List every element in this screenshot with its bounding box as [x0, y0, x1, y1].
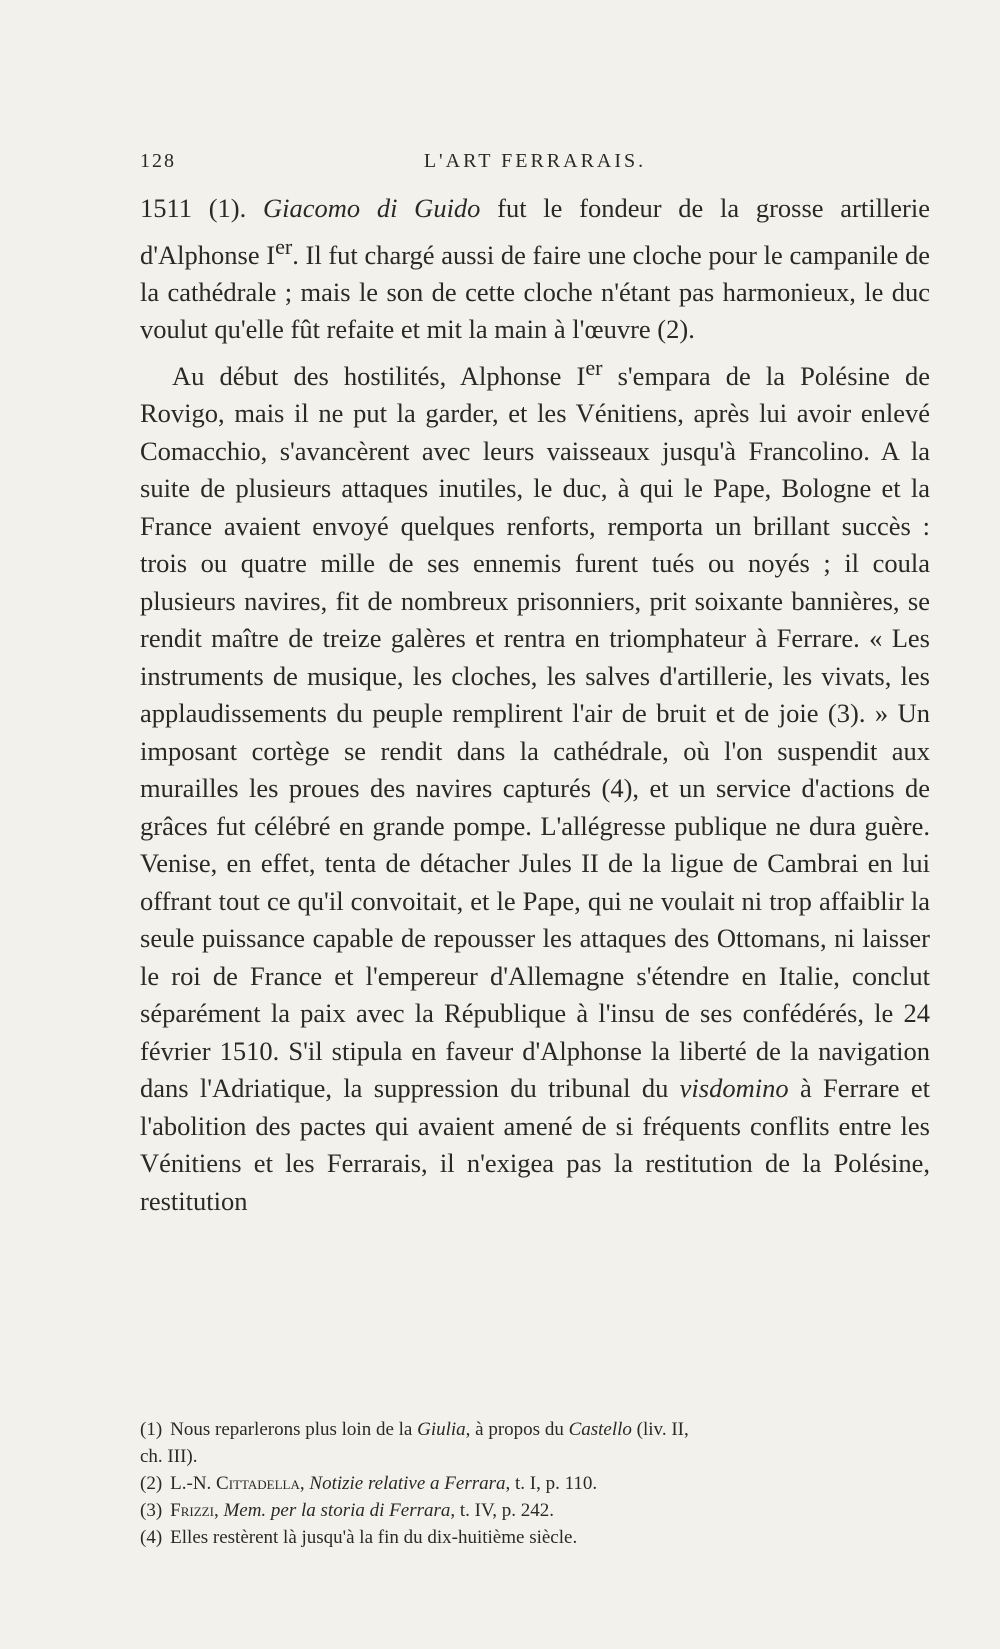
author-name: L.-N. Cittadella [170, 1473, 300, 1494]
italic-title: Mem. per la storia di Ferrara [223, 1500, 451, 1521]
running-title: L'ART FERRARAIS. [423, 150, 647, 172]
footnote-4 [140, 1524, 930, 1551]
page-number: 128 [140, 150, 176, 172]
text-run: Elles restèrent là jusqu'à la fin du dix-huitième siècle. [170, 1527, 578, 1548]
text-run: , [213, 1500, 224, 1521]
text-run: Au début des hostilités, Alphonse I [172, 360, 586, 391]
superscript: er [585, 354, 603, 380]
text-run: (liv. II, [631, 1419, 689, 1440]
italic-name: Giacomo di Guido [262, 193, 481, 223]
footnote-number: (2) [140, 1473, 163, 1494]
italic-title: Notizie relative a Ferrara [309, 1473, 506, 1494]
footnote-continuation: ch. III). [140, 1446, 198, 1467]
page-header [140, 150, 930, 184]
footnote-number: (4) [140, 1527, 163, 1548]
italic-title: Castello [568, 1419, 632, 1440]
footnote-number: (1) [140, 1419, 163, 1440]
footnote-2 [140, 1470, 930, 1497]
text-run: , [299, 1473, 310, 1494]
superscript: er [275, 233, 293, 259]
text-run: Nous reparlerons plus loin de la [170, 1419, 418, 1440]
italic-term: visdomino [679, 1073, 789, 1104]
footnote-3 [140, 1497, 930, 1524]
paragraph-2 [140, 349, 930, 1220]
text-run: fut le fondeur de la grosse artillerie d'Alphonse I [140, 193, 931, 270]
text-run: s'empara de la Polésine de Rovigo, mais il ne put la garder, et les Vénitiens, après lui avoir enlevé Comacchio, s'avancèrent avec leurs vaisseaux jusqu'à Francolino. A la suite de plusieurs attaques inutiles, le duc, à qui le Pape, Bologne et la France avaient envoyé quelques renforts, remporta un brillant succès : trois ou quatre mille de ses ennemis furent tués ou noyés ; il coula plusieurs navires, fit de nombreux prisonniers, prit soixante bannières, se rendit maître de treize galères et rentra en triomphateur à Ferrare. « Les instruments de musique, les cloches, les salves d'artillerie, les vivats, les applaudissements du peuple remplirent l'air de bruit et de joie (3). » Un imposant cortège se rendit dans la cathédrale, où l'on suspendit aux murailles les proues des navires capturés (4), et un service d'actions de grâces fut célébré en grande pompe. L'allégresse publique ne dura guère. Venise, en effet, tenta de détacher Jules II de la ligue de Cambrai en lui offrant tout ce qu'il convoitait, et le Pape, qui ne voulait ni trop affaiblir la seule puissance capable de repousser les attaques des Ottomans, ni laisser le roi de France et l'empereur d'Allemagne s'étendre en Italie, conclut séparément la paix avec la République à l'insu de ses confédérés, le 24 février 1510. S'il stipula en faveur d'Alphonse la liberté de la navigation dans l'Adriatique, la suppression du tribunal du [140, 360, 930, 1104]
footnotes [140, 1416, 930, 1551]
text-run: 1511 (1). [140, 193, 263, 223]
italic-title: Giulia [417, 1419, 466, 1440]
paragraph-1 [140, 190, 930, 349]
footnote-1 [140, 1416, 930, 1470]
footnote-number: (3) [140, 1500, 163, 1521]
body-text [140, 190, 930, 1220]
text-run: . Il fut chargé aussi de faire une cloche pour le campanile de la cathédrale ; mais le son de cette cloche n'étant pas harmonieux, le duc voulut qu'elle fût refaite et mit la main à l'œuvre (2). [140, 239, 930, 345]
text-run: , t. IV, p. 242. [450, 1500, 555, 1521]
text-run: à Ferrare et l'abolition des pactes qui avaient amené de si fréquents conflits entre les Vénitiens et les Ferrarais, il n'exigea pas la restitution de la Polésine, restitution [140, 1073, 930, 1216]
author-name: Frizzi [170, 1500, 214, 1521]
text-run: , à propos du [465, 1419, 569, 1440]
text-run: , t. I, p. 110. [505, 1473, 598, 1494]
